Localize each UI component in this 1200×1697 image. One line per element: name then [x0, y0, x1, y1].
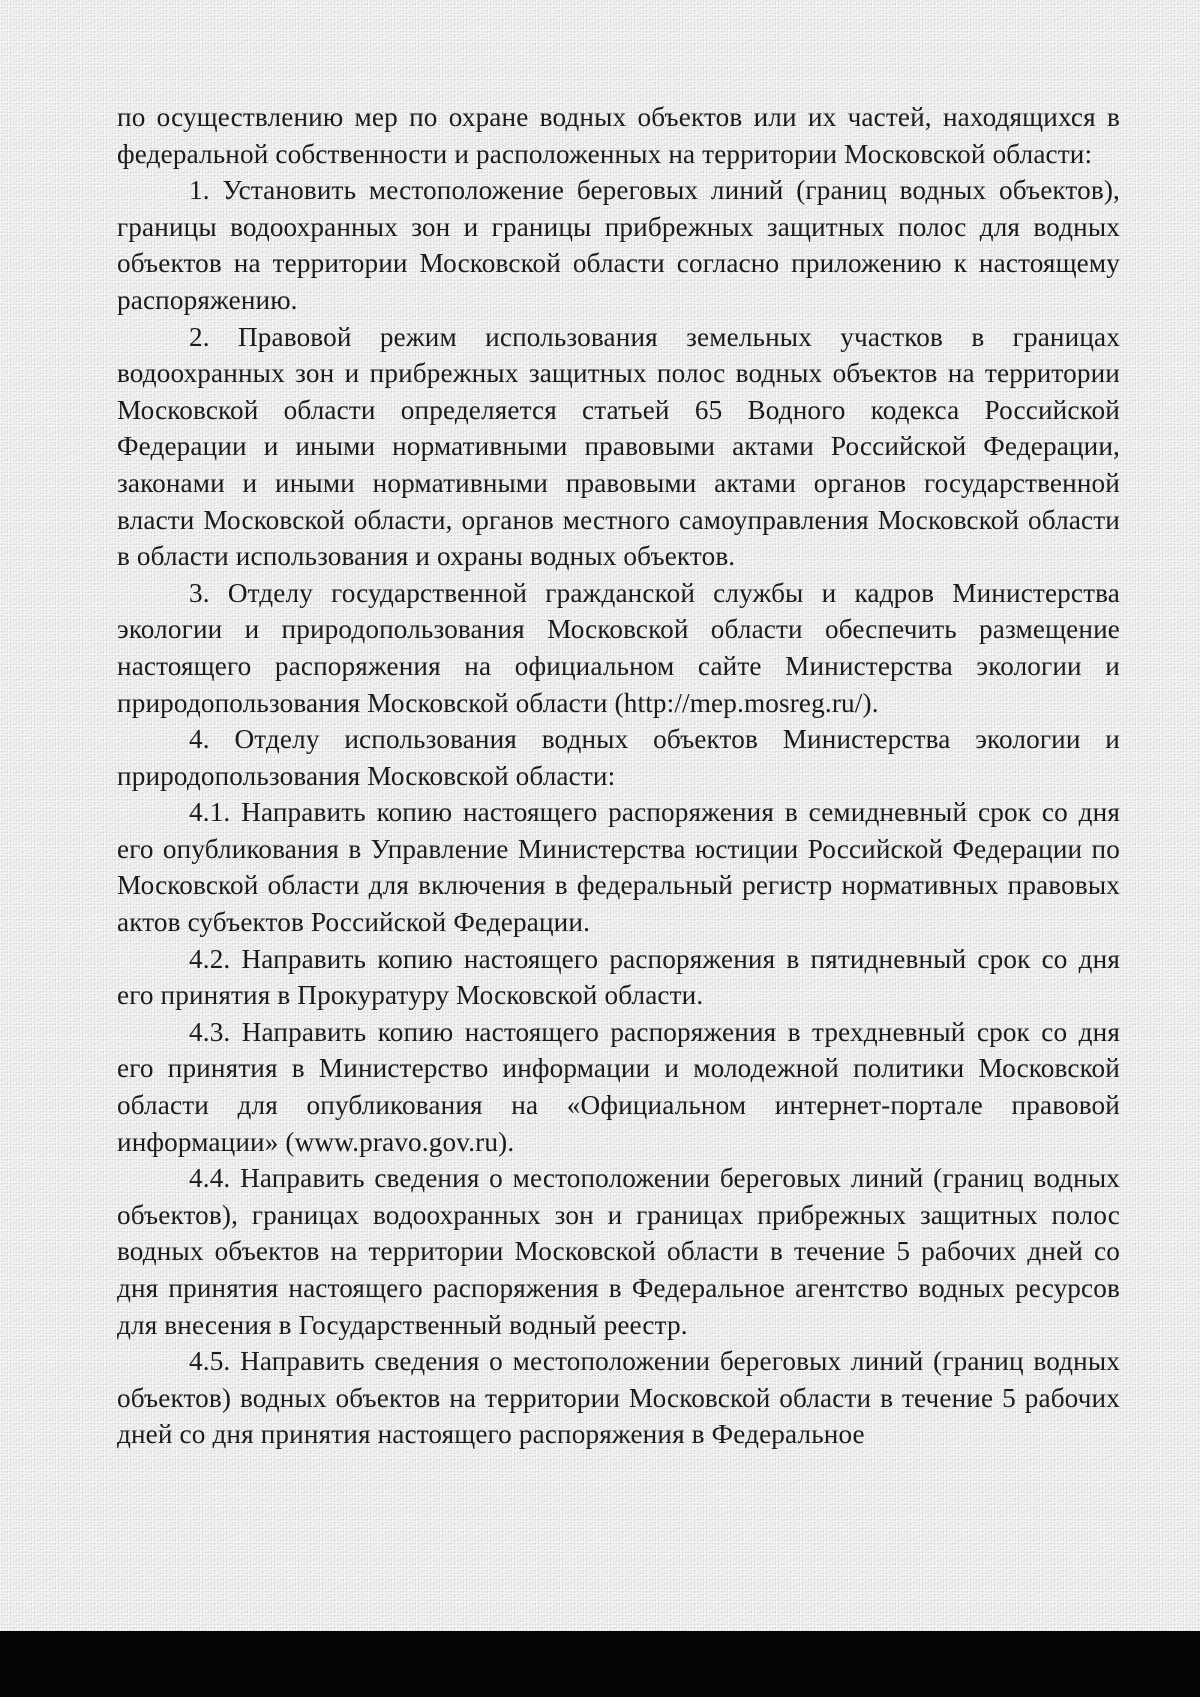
paragraph-item-4-5: 4.5. Направить сведения о местоположении береговых линий (границ водных объектов) водных объектов на территории Московской области в течение 5 рабочих дней со дня принятия настоящего распоряжения в Федеральное	[117, 1346, 1120, 1450]
paragraph-item-4-3: 4.3. Направить копию настоящего распоряжения в трехдневный срок со дня его принятия в Министерство информации и молодежной политики Московской области для опубликования на «Официальном интернет-портале правовой информации» (www.pravo.gov.ru).	[117, 1016, 1120, 1157]
paragraph-item-4: 4. Отделу использования водных объектов Министерства экологии и природопользования Московской области:	[117, 724, 1120, 791]
scanner-border-band	[0, 1631, 1200, 1697]
paragraph-item-4-4: 4.4. Направить сведения о местоположении береговых линий (границ водных объектов), границах водоохранных зон и границах прибрежных защитных полос водных объектов на территории Московской области в течение 5 рабочих дней со дня принятия настоящего распоряжения в Федеральное агентство водных ресурсов для внесения в Государственный водный реестр.	[117, 1163, 1120, 1340]
paragraph-item-3: 3. Отделу государственной гражданской службы и кадров Министерства экологии и природопользования Московской области обеспечить размещение настоящего распоряжения на официальном сайте Министерства экологии и природопользования Московской области (http://mep.mosreg.ru/).	[117, 577, 1120, 718]
paragraph-item-4-2: 4.2. Направить копию настоящего распоряжения в пятидневный срок со дня его принятия в Прокуратуру Московской области.	[117, 943, 1120, 1011]
paragraph-item-4-1: 4.1. Направить копию настоящего распоряжения в семидневный срок со дня его опубликования в Управление Министерства юстиции Российской Федерации по Московской области для включения в федеральный регистр нормативных правовых актов субъектов Российской Федерации.	[117, 797, 1120, 938]
paragraph-item-1: 1. Установить местоположение береговых линий (границ водных объектов), границы водоохранных зон и границы прибрежных защитных полос для водных объектов на территории Московской области согласно приложению к настоящему распоряжению.	[117, 175, 1120, 315]
document-body	[117, 99, 1120, 1453]
paragraph-intro: по осуществлению мер по охране водных объектов или их частей, находящихся в федеральной собственности и расположенных на территории Московской области:	[117, 102, 1120, 169]
paragraph-item-2: 2. Правовой режим использования земельных участков в границах водоохранных зон и прибрежных защитных полос водных объектов на территории Московской области определяется статьей 65 Водного кодекса Российской Федерации и иными нормативными правовыми актами Российской Федерации, законами и иными нормативными правовыми актами органов государственной власти Московской области, органов местного самоуправления Московской области в области использования и охраны водных объектов.	[117, 321, 1120, 572]
